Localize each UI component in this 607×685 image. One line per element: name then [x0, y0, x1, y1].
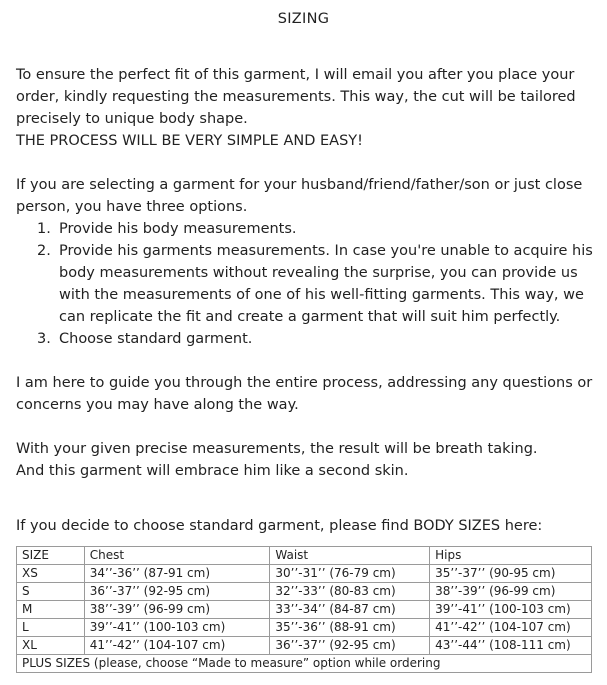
- size-table-footer-row: [17, 655, 592, 673]
- hips-cell: 43’’-44’’ (108-111 cm): [430, 637, 592, 655]
- guide-line: concerns you may have along the way.: [16, 397, 299, 413]
- options-list: [16, 218, 596, 350]
- guide-paragraph: [16, 372, 596, 416]
- hips-cell: 38’’-39’’ (96-99 cm): [430, 583, 592, 601]
- options-intro-line: person, you have three options.: [16, 199, 248, 215]
- size-cell: M: [17, 601, 85, 619]
- chest-cell: 38’’-39’’ (96-99 cm): [84, 601, 270, 619]
- page-title: SIZING: [277, 11, 330, 27]
- guide-line: I am here to guide you through the entire process, addressing any questions or: [16, 375, 593, 391]
- size-cell: L: [17, 619, 85, 637]
- result-line: With your given precise measurements, the result will be breath taking.: [16, 441, 538, 457]
- size-table-header-row: [17, 547, 592, 565]
- options-section: [16, 174, 596, 350]
- hips-cell: 35’’-37’’ (90-95 cm): [430, 565, 592, 583]
- chest-cell: 36’’-37’’ (92-95 cm): [84, 583, 270, 601]
- header-cell: Waist: [270, 547, 430, 565]
- hips-cell: 41’’-42’’ (104-107 cm): [430, 619, 592, 637]
- size-table-intro: [16, 515, 596, 537]
- intro-paragraph: [16, 64, 596, 152]
- header-cell: SIZE: [17, 547, 85, 565]
- waist-cell: 32’’-33’’ (80-83 cm): [270, 583, 430, 601]
- size-table: [16, 546, 592, 673]
- size-cell: XS: [17, 565, 85, 583]
- option-text: can replicate the fit and create a garment that will suit him perfectly.: [59, 309, 561, 325]
- option-text: Choose standard garment.: [59, 331, 253, 347]
- option-text: body measurements without revealing the surprise, you can provide us: [59, 265, 578, 281]
- chest-cell: 39’’-41’’ (100-103 cm): [84, 619, 270, 637]
- chest-cell: 34’’-36’’ (87-91 cm): [84, 565, 270, 583]
- waist-cell: 35’’-36’’ (88-91 cm): [270, 619, 430, 637]
- size-cell: XL: [17, 637, 85, 655]
- waist-cell: 33’’-34’’ (84-87 cm): [270, 601, 430, 619]
- header-cell: Chest: [84, 547, 270, 565]
- option-number: 3.: [37, 331, 51, 347]
- result-line: And this garment will embrace him like a second skin.: [16, 463, 409, 479]
- intro-emphasis: THE PROCESS WILL BE VERY SIMPLE AND EASY!: [16, 133, 363, 149]
- header-cell: Hips: [430, 547, 592, 565]
- intro-line: precisely to unique body shape.: [16, 111, 248, 127]
- option-text: Provide his garments measurements. In case you're unable to acquire his: [59, 243, 593, 259]
- option-text: with the measurements of one of his well-fitting garments. This way, we: [59, 287, 584, 303]
- plus-sizes-note: PLUS SIZES (please, choose “Made to measure” option while ordering: [17, 655, 592, 673]
- options-intro-line: If you are selecting a garment for your husband/friend/father/son or just close: [16, 177, 583, 193]
- intro-line: To ensure the perfect fit of this garment, I will email you after you place your: [16, 67, 575, 83]
- waist-cell: 30’’-31’’ (76-79 cm): [270, 565, 430, 583]
- option-number: 1.: [37, 221, 51, 237]
- size-table-row: [17, 637, 592, 655]
- option-item: [16, 218, 596, 240]
- size-cell: S: [17, 583, 85, 601]
- option-number: 2.: [37, 243, 51, 259]
- size-table-row: [17, 619, 592, 637]
- option-item: [16, 328, 596, 350]
- size-table-row: [17, 565, 592, 583]
- size-table-intro-line: If you decide to choose standard garment, please find BODY SIZES here:: [16, 518, 543, 534]
- size-table-row: [17, 601, 592, 619]
- hips-cell: 39’’-41’’ (100-103 cm): [430, 601, 592, 619]
- chest-cell: 41’’-42’’ (104-107 cm): [84, 637, 270, 655]
- result-paragraph: [16, 438, 596, 482]
- waist-cell: 36’’-37’’ (92-95 cm): [270, 637, 430, 655]
- intro-line: order, kindly requesting the measurements. This way, the cut will be tailored: [16, 89, 576, 105]
- option-item: [16, 240, 596, 328]
- size-table-row: [17, 583, 592, 601]
- option-text: Provide his body measurements.: [59, 221, 297, 237]
